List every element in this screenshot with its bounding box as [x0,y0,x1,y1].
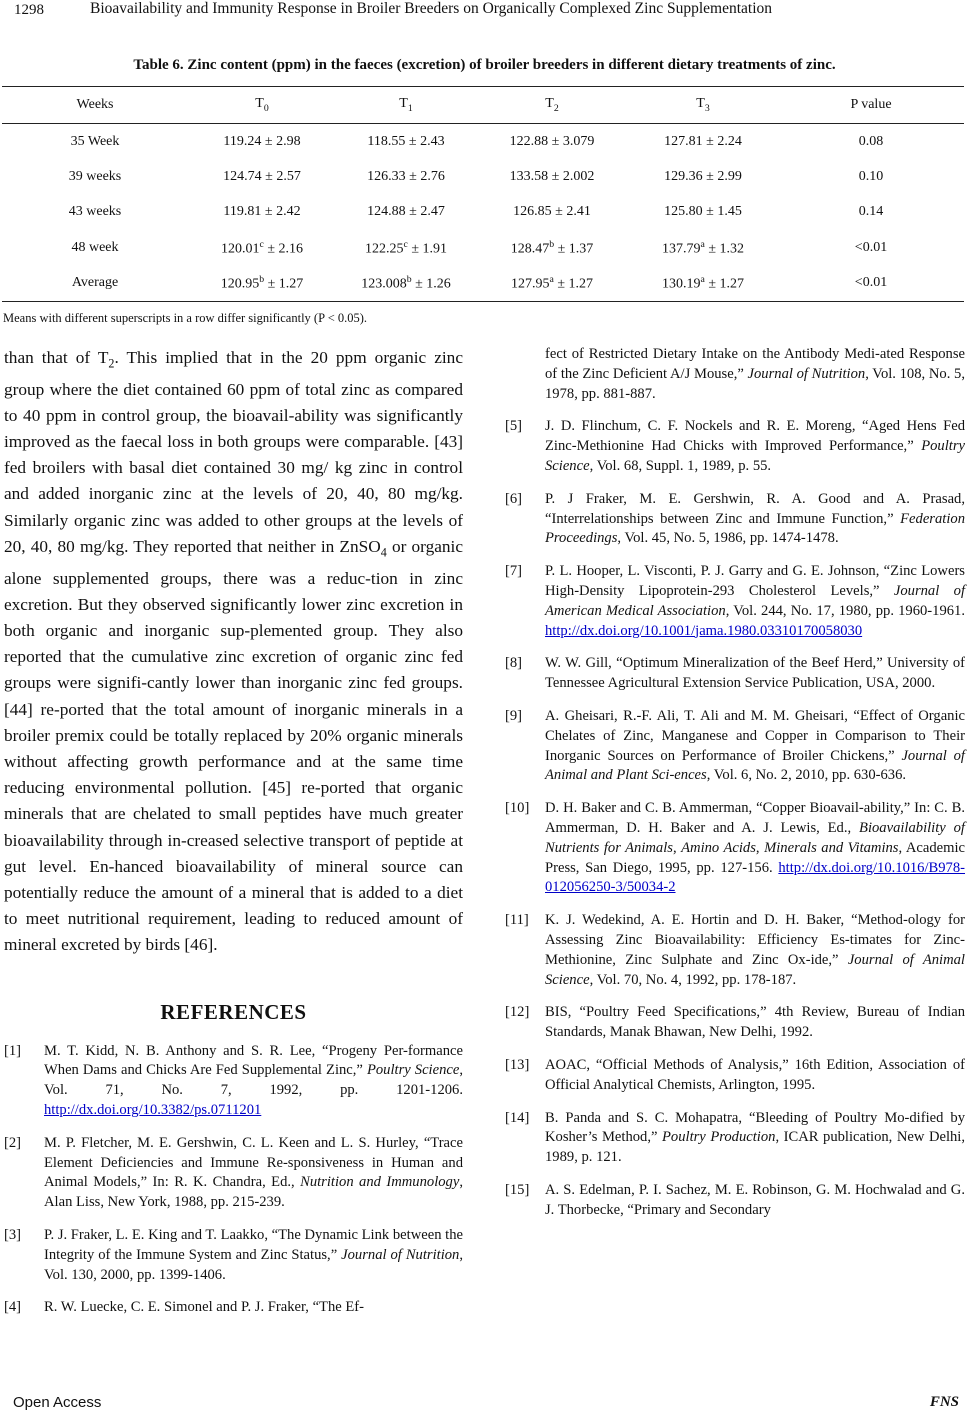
cell-value: 39 weeks [68,168,122,184]
table-caption: Table 6. Zinc content (ppm) in the faeces (excretion) of broiler breeders in different dietary treatments of zinc. [133,57,836,73]
reference-number: [6] [505,490,523,507]
table-row [2,159,964,195]
table-header-row [2,87,964,124]
reference-text [545,1109,965,1168]
table-cell [2,159,188,195]
table-cell [2,124,188,160]
cell-sd: ± 1.26 [411,276,451,292]
footer-open-access: Open Access [13,1394,102,1411]
table-cell [628,195,778,231]
header-text: Weeks [76,97,114,112]
reference-text [44,1134,463,1213]
reference-item [505,1109,965,1168]
table-header-cell [188,87,336,124]
reference-doi-link[interactable]: http://dx.doi.org/10.1001/jama.1980.03310170058030 [545,622,863,639]
left-column [4,345,463,1331]
reference-segment: A. S. Edelman, P. I. Sachez, M. E. Robinson, G. M. Hochwalad and G. J. Thorbecke, “Primary and Secondary [545,1181,965,1218]
reference-segment: , Vol. 71, No. 7, 1992, pp. 1201-1206. [44,1062,463,1099]
table-row [2,230,964,266]
reference-segment: P. L. Hooper, L. Visconti, P. J. Garry and G. E. Johnson, “Zinc Lowers High-Density Lipoprotein-293 Cholesterol Levels,” [545,563,965,599]
reference-text [545,417,965,476]
cell-value: 0.14 [858,204,884,220]
table-cell [778,124,964,160]
table-cell [188,124,336,160]
reference-source: Journal of Animal and Plant Sci-ences [545,747,965,784]
reference-segment: fect of Restricted Dietary Intake on the Antibody Medi-ated Response of the Zinc Deficient A/J Mouse,” [545,346,965,382]
page-number: 1298 [14,2,44,18]
reference-source: Poultry Science [366,1062,460,1079]
table-row [2,124,964,160]
header-subscript: 2 [553,102,559,114]
running-title: Bioavailability and Immunity Response in Broiler Breeders on Organically Complexed Zinc Supplementation [90,0,773,17]
reference-doi-link[interactable]: http://dx.doi.org/10.3382/ps.0711201 [44,1101,262,1118]
cell-value: 35 Week [70,133,120,149]
reference-item [4,1042,463,1121]
cell-value: 127.95 [510,276,550,292]
reference-item [505,799,965,898]
reference-segment: , Vol. 6, No. 2, 2010, pp. 630-636. [706,767,907,784]
body-subscript: 2 [108,356,115,371]
table-cell [2,266,188,302]
reference-text [44,1042,463,1121]
header-text: T [255,96,264,112]
reference-text [545,1056,965,1096]
reference-segment: , Vol. 130, 2000, pp. 1399-1406. [44,1246,464,1283]
body-paragraph [4,345,463,959]
header-subscript: 1 [407,102,413,114]
cell-superscript: b [406,274,412,286]
reference-segment: , Vol. 70, No. 4, 1992, pp. 178-187. [589,971,797,988]
table-cell [628,159,778,195]
header-text: T [696,96,705,112]
table-cell [628,124,778,160]
reference-segment: AOAC, “Official Methods of Analysis,” 16th Edition, Association of Official Analytical Chemists, Arlington, 1995. [545,1056,965,1093]
table-cell [2,230,188,266]
cell-sd: ± 1.37 [554,241,594,257]
cell-value: 118.55 ± 2.43 [367,133,445,149]
cell-value: 122.88 ± 3.079 [509,133,595,149]
table-cell [336,230,476,266]
reference-4-continued [505,345,965,404]
cell-value: 120.95 [220,276,260,292]
footer-journal: FNS [929,1394,959,1410]
cell-superscript: a [549,274,554,286]
cell-sd: ± 1.27 [264,276,304,292]
reference-source: Journal of Nutrition [747,365,866,382]
header-text: T [545,96,554,112]
table-cell [2,195,188,231]
reference-segment: D. H. Baker and C. B. Ammerman, “Copper Bioavail-ability,” In: C. B. Ammerman, D. H. Baker and A. J. Lewis, Ed., [545,800,965,836]
cell-superscript: c [259,238,264,250]
references-list-left [4,1042,463,1319]
table-header-cell [476,87,628,124]
table-header-cell [628,87,778,124]
reference-text [44,1298,463,1318]
table-cell [476,266,628,302]
body-text: than that of T [4,348,109,367]
reference-number: [10] [505,800,530,817]
reference-item [505,654,965,694]
reference-number: [1] [4,1042,22,1059]
table-cell [188,230,336,266]
reference-source: Journal of American Medical Association [545,582,965,619]
cell-sd: ± 1.91 [407,241,448,257]
table-cell [188,266,336,302]
cell-value: <0.01 [854,240,888,256]
reference-segment: BIS, “Poultry Feed Specifications,” 4th Review, Bureau of Indian Standards, Manak Bhawan, New Delhi, 1992. [545,1004,965,1041]
cell-superscript: b [549,238,555,250]
table-row [2,195,964,231]
cell-value: 43 weeks [68,204,122,220]
cell-value: 0.10 [858,168,884,184]
reference-source: Minerals and Vitamins [764,839,899,856]
cell-value: 130.19 [661,276,701,292]
reference-item [505,417,965,476]
table-note: Means with different superscripts in a row differ significantly (P < 0.05). [3,311,368,325]
reference-item [4,1134,463,1213]
reference-item [505,490,965,549]
reference-source: Poultry Production [662,1129,776,1146]
table-cell [188,195,336,231]
table-cell [476,159,628,195]
zinc-excretion-table [2,86,964,302]
table-header-cell [336,87,476,124]
reference-source: Amino Acids [681,839,756,856]
table-header-cell [778,87,964,124]
reference-item [505,707,965,786]
cell-superscript: a [700,238,705,250]
data-table-container [2,86,964,302]
reference-item [505,1003,965,1043]
reference-segment: B. Panda and S. C. Mohapatra, “Bleeding of Poultry Mo-dified by Kosher’s Method,” [545,1109,965,1146]
body-text: . This implied that in the 20 ppm organic zinc group where the diet contained 60 ppm of total zinc as compared to 40 ppm in control group, the bioavail-ability was significantly improved as the faecal loss in both groups were comparable. [43] fed broilers with basal diet contained 30 mg/ kg zinc in control and added inorganic zinc at the levels of 20, 40, 80 mg/kg. Similarly organic zinc was added to other groups at the levels of 20, 40, 80 mg/kg. They reported that neither in ZnSO [4,348,463,556]
cell-sd: ± 1.27 [704,276,745,292]
reference-segment: R. W. Luecke, C. E. Simonel and P. J. Fraker, “The Ef- [44,1299,365,1316]
reference-number: [14] [505,1109,530,1126]
reference-number: [15] [505,1181,530,1198]
cell-superscript: b [259,274,265,286]
header-text: P value [850,97,892,112]
reference-segment: , Academic Press, San Diego, 1995, pp. 127-156. [545,839,966,876]
reference-source: Bioavailability of Nutrients for Animals [545,819,965,856]
cell-value: 133.58 ± 2.002 [509,168,595,184]
reference-source: Journal of Nutrition [341,1246,460,1263]
body-subscript: 4 [380,545,387,560]
reference-segment: M. P. Fletcher, M. E. Gershwin, C. L. Keen and L. S. Hurley, “Trace Element Deficiencies and Immune Re-sponsiveness in Human and Animal Models,” In: R. K. Chandra, Ed., [44,1134,463,1191]
cell-sd: ± 1.32 [704,241,745,257]
table-cell [336,159,476,195]
reference-number: [11] [505,912,529,929]
references-heading: REFERENCES [160,999,307,1024]
reference-source: Journal of Animal Science [545,951,965,988]
reference-text [545,490,965,549]
reference-number: [5] [505,418,523,435]
reference-number: [12] [505,1004,530,1021]
cell-value: 129.36 ± 2.99 [664,168,742,184]
table-cell [188,159,336,195]
cell-value: Average [71,275,119,291]
cell-value: 119.24 ± 2.98 [223,133,301,149]
reference-doi-link[interactable]: http://dx.doi.org/10.1016/B978-012056250-3/50034-2 [545,859,965,896]
reference-item [4,1226,463,1285]
table-cell [476,124,628,160]
cell-value: 137.79 [661,241,701,257]
table-cell [336,195,476,231]
table-cell [778,230,964,266]
cell-value: 126.33 ± 2.76 [367,168,445,184]
cell-value: 48 week [71,240,119,256]
reference-item [4,1298,463,1318]
reference-number: [4] [4,1299,22,1316]
header-subscript: 3 [704,102,710,114]
reference-text [545,562,965,641]
table-header-cell [2,87,188,124]
reference-item [505,911,965,990]
reference-segment: W. W. Gill, “Optimum Mineralization of the Beef Herd,” University of Tennessee Agricultural Extension Service Publication, USA, 2000. [545,655,965,692]
cell-value: 120.01 [220,241,260,257]
cell-value: 124.74 ± 2.57 [223,168,301,184]
reference-text [545,654,965,694]
reference-segment: , Vol. 108, No. 5, 1978, pp. 881-887. [545,365,966,402]
reference-number: [9] [505,707,523,724]
reference-segment: P. J Fraker, M. E. Gershwin, R. A. Good and A. Prasad, “Interrelationships between Zinc and Immune Function,” [545,490,965,527]
reference-item [505,1056,965,1096]
header-text: T [399,96,408,112]
table-cell [476,195,628,231]
header-subscript: 0 [263,102,269,114]
cell-value: <0.01 [854,275,888,291]
cell-value: 124.88 ± 2.47 [367,204,445,220]
reference-number: [7] [505,563,523,580]
table-cell [778,266,964,302]
table-cell [778,195,964,231]
table-cell [628,230,778,266]
table-cell [336,266,476,302]
reference-segment: , Vol. 45, No. 5, 1986, pp. 1474-1478. [617,530,839,547]
cell-sd: ± 1.27 [553,276,594,292]
reference-segment: J. D. Flinchum, C. F. Nockels and R. E. Moreng, “Aged Hens Fed Zinc-Methionine Had Chicks with Improved Performance,” [545,418,965,455]
reference-segment: P. J. Fraker, L. E. King and T. Laakko, “The Dynamic Link between the Integrity of the Immune System and Zinc Status,” [44,1226,463,1263]
reference-segment: , Vol. 244, No. 17, 1980, pp. 1960-1961. [725,602,965,619]
cell-sd: ± 2.16 [263,241,304,257]
reference-text [545,1003,965,1043]
cell-value: 119.81 ± 2.42 [223,204,301,220]
table-cell [778,159,964,195]
reference-text [545,799,965,898]
reference-number: [8] [505,655,523,672]
reference-segment: , ICAR publication, New Delhi, 1989, p. 121. [545,1129,966,1166]
cell-value: 128.47 [510,241,550,257]
table-cell [628,266,778,302]
reference-segment: K. J. Wedekind, A. E. Hortin and D. H. Baker, “Method-ology for Assessing Zinc Bioavailability: Efficiency Es-timates for Zinc-Methionine, Zinc Sulphate and Zinc Ox-ide,” [545,912,965,968]
reference-item [505,1181,965,1221]
reference-segment: A. Gheisari, R.-F. Ali, T. Ali and M. M. Gheisari, “Effect of Organic Chelates of Zinc, Manganese and Copper in Comparison to Their Inorganic Sources on Performance of Broiler Chickens,” [545,707,965,764]
body-text: or organic alone supplemented groups, there was a reduc-tion in zinc excretion. But they observed significantly lower zinc excretion in both organic and inorganic sup-plemented group. They also reported that the cumulative zinc excretion of organic zinc fed groups were signifi-cantly lower than inorganic zinc fed groups. [44] re-ported that the total amount of inorganic minerals in a broiler premix could be totally replaced by 20% organic minerals without affecting growth performance and at the same time reducing environmental pollution. [45] re-ported that organic minerals that are chelated to small peptides have much greater bioavailability through in-creased selective transport of peptide at gut level. En-hanced bioavailability of mineral source can potentially reduce the amount of a mineral that is added to a diet to meet nutritional requirement, leading to reduced amount of mineral excreted by birds [46]. [4,536,464,955]
references-list-right [505,417,965,1220]
cell-superscript: c [403,238,408,250]
table-cell [476,230,628,266]
cell-value: 127.81 ± 2.24 [664,133,742,149]
cell-superscript: a [700,274,705,286]
right-column [505,345,965,1233]
reference-item [505,562,965,641]
cell-value: 125.80 ± 1.45 [664,204,742,220]
reference-text [545,1181,965,1221]
reference-source: Federation Proceedings [545,510,965,547]
reference-text [44,1226,463,1285]
cell-value: 0.08 [858,133,884,149]
reference-segment: , [755,839,765,856]
reference-text [545,911,965,990]
reference-number: [13] [505,1056,530,1073]
reference-number: [2] [4,1134,22,1151]
reference-segment: M. T. Kidd, N. B. Anthony and S. R. Lee, “Progeny Per-formance When Dams and Chicks Are Fed Supplemental Zinc,” [44,1042,463,1079]
cell-value: 122.25 [364,241,404,257]
reference-source: Nutrition and Immunology [300,1174,460,1191]
reference-segment: , Vol. 68, Suppl. 1, 1989, p. 55. [589,457,772,474]
cell-value: 123.008 [361,276,407,292]
table-row [2,266,964,302]
reference-source: Poultry Science [545,438,965,474]
table-cell [336,124,476,160]
cell-value: 126.85 ± 2.41 [513,204,591,220]
reference-number: [3] [4,1226,22,1243]
reference-segment: , [672,839,682,856]
table-body [2,124,964,302]
reference-text [545,707,965,786]
reference-segment: , Alan Liss, New York, 1988, pp. 215-239. [44,1174,463,1211]
